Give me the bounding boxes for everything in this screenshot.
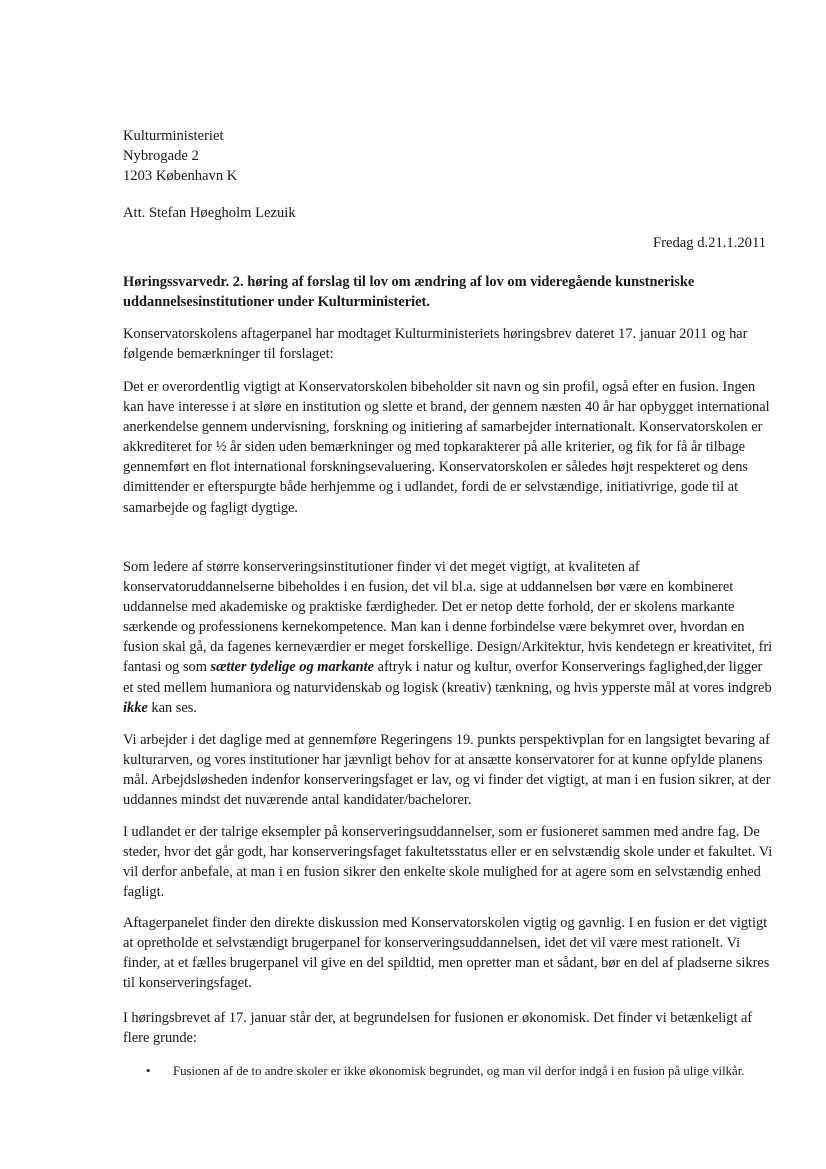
- recipient-address: [123, 126, 773, 186]
- paragraph-workforce: Vi arbejder i det daglige med at gennemføre Regeringens 19. punkts perspektivplan for en langsigtet bevaring af kulturarven, og vores institutioner har jævnligt behov for at ansætte konservatorer for at kunne opfylde planens mål. Arbejdsløsheden indenfor konserveringsfaget er lav, og vi finder det vigtigt, at man i en fusion sikrer, at der uddannes mindst det nuværende antal kandidater/bachelorer.: [123, 732, 771, 809]
- paragraph-profile: Det er overordentlig vigtigt at Konservatorskolen bibeholder sit navn og sin profil, også efter en fusion. Ingen kan have interesse i at sløre en institution og slette et brand, der gennem næsten 40 år har opbygget international anerkendelse gennem undervisning, forskning og initiering af samarbejder internationalt. Konservatorskolen er akkrediteret for ½ år siden uden bemærkninger og med topkarakterer på alle kriterier, og fik for få år tilbage gennemført en flot international forskningsevaluering. Konservatorskolen er således højt respekteret og dens dimittender er efterspurgte både herhjemme og i udlandet, fordi de er selvstændige, initiativrige, gode til at samarbejde og fagligt dygtige.: [123, 379, 770, 516]
- intro-paragraph: Konservatorskolens aftagerpanel har modtaget Kulturministeriets høringsbrev dateret 17. januar 2011 og har følgende bemærkninger til forslaget:: [123, 326, 748, 363]
- bullet-marker: •: [146, 1064, 151, 1078]
- list-item-text: Fusionen af de to andre skoler er ikke økonomisk begrundet, og man vil derfor indgå i en fusion på ulige vilkår.: [173, 1064, 745, 1078]
- paragraph-quality-part2: aftryk i natur og kultur, overfor Konserverings faglighed,der ligger et sted mellem humaniora og naturvidenskab og logisk (kreativ) tænkning, og hvis ypperste mål at vores indgreb: [123, 659, 772, 696]
- paragraph-quality-part1: Som ledere af større konserveringsinstitutioner finder vi det meget vigtigt, at kvaliteten af konservatoruddannelserne bibeholdes i en fusion, det vil bl.a. sige at uddannelsen bør være en kombineret uddannelse med akademiske og praktiske færdigheder. Det er netop dette forhold, der er skolens markante særkende og professionens kernekompetence. Man kan i denne forbindelse være bekymret over, hvordan en fusion skal gå, da fagenes kerneværdier er meget forskellige. Design/Arkitektur, hvis kendetegn er kreativitet, fri fantasi og som: [123, 559, 773, 676]
- letter-date: Fredag d.21.1.2011: [653, 235, 766, 251]
- paragraph-economy: I høringsbrevet af 17. januar står der, at begrundelsen for fusionen er økonomisk. Det finder vi betænkeligt af flere grunde:: [123, 1010, 753, 1047]
- paragraph-quality-part3: kan ses.: [147, 699, 197, 716]
- paragraph-user-panel: Aftagerpanelet finder den direkte diskussion med Konservatorskolen vigtig og gavnlig. I en fusion er det vigtigt at opretholde et selvstændigt brugerpanel for konserveringsuddannelsen, idet det vil være mest rationelt. Vi finder, at et fælles brugerpanel vil give en del spildtid, men opretter man et sådant, bør en del af pladserne sikres til konserveringsfaget.: [123, 915, 770, 992]
- emphasis-text: sætter tydelige og markante: [210, 659, 375, 676]
- list-item: [146, 1062, 766, 1081]
- concerns-list: [146, 1062, 766, 1081]
- address-line-2: Nybrogade 2: [123, 148, 199, 164]
- emphasis-text: ikke: [123, 699, 148, 716]
- paragraph-international: I udlandet er der talrige eksempler på konserveringsuddannelser, som er fusioneret sammen med andre fag. De steder, hvor det går godt, har konserveringsfaget fakultetsstatus eller er en selvstændig skole under et fakultet. Vi vil derfor anbefale, at man i en fusion sikrer den enkelte skole mulighed for at agere som en selvstændig enhed fagligt.: [123, 824, 773, 901]
- letter-title: Høringssvarvedr. 2. høring af forslag til lov om ændring af lov om videregående kunstneriske uddannelsesinstitutioner under Kulturministeriet.: [123, 274, 695, 310]
- address-line-3: 1203 København K: [123, 168, 238, 184]
- attention-line: Att. Stefan Høegholm Lezuik: [123, 205, 296, 221]
- paragraph-quality: [123, 557, 773, 718]
- address-line-1: Kulturministeriet: [123, 128, 224, 144]
